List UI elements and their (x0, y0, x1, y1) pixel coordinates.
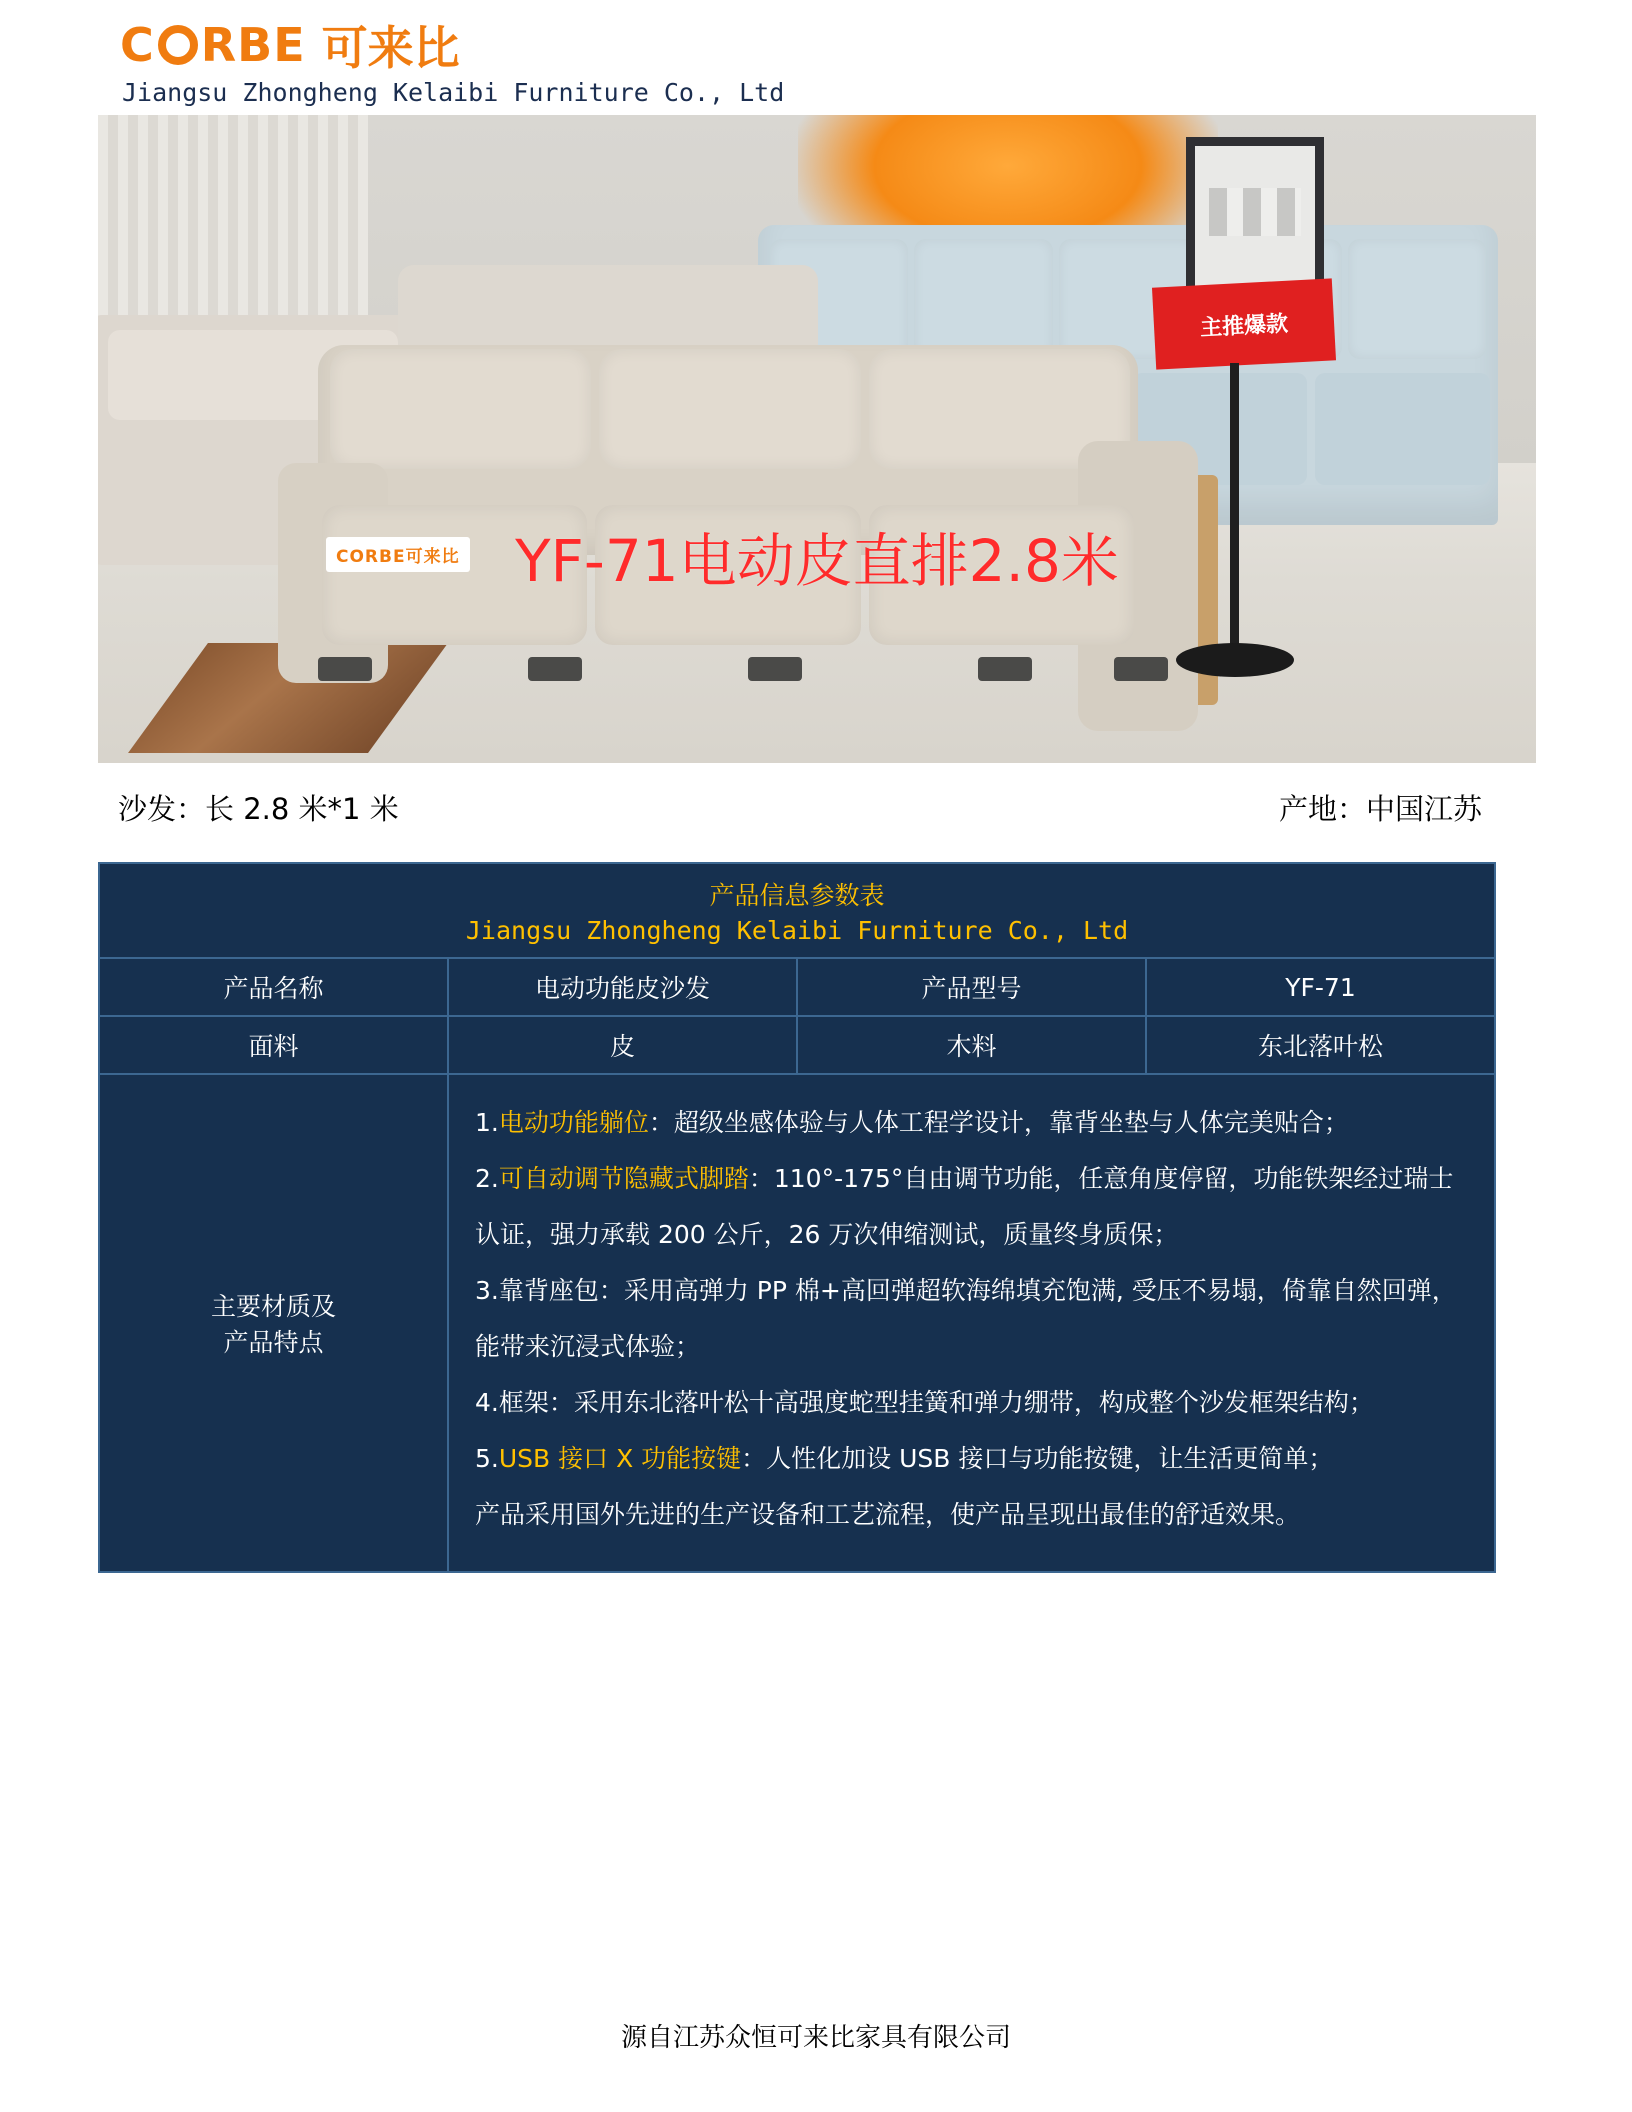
product-photo (98, 115, 1536, 763)
table-title: 产品信息参数表 (99, 863, 1495, 914)
row-label-wood: 木料 (797, 1016, 1146, 1074)
row-value-fabric: 皮 (448, 1016, 797, 1074)
company-name-en: Jiangsu Zhongheng Kelaibi Furniture Co., Ltd (122, 78, 785, 107)
photo-sign-base (1176, 643, 1294, 677)
table-subtitle: Jiangsu Zhongheng Kelaibi Furniture Co., Ltd (99, 914, 1495, 958)
sofa-logo-badge: CORBE可来比 (326, 537, 470, 572)
photo-promo-sign: 主推爆款 (1152, 278, 1336, 369)
brand-logo (120, 14, 1632, 76)
feature-item: 1.电动功能躺位：超级坐感体验与人体工程学设计，靠背坐垫与人体完美贴合； (475, 1108, 1349, 1137)
dimension-caption: 沙发：长 2.8 米*1 米 (118, 792, 399, 826)
photo-sofa-feet (278, 645, 1178, 681)
page-footer: 源自江苏众恒可来比家具有限公司 (620, 2023, 1011, 2053)
table-row (99, 1016, 1495, 1074)
feature-item: 5.USB 接口 X 功能按键：人性化加设 USB 接口与功能按键，让生活更简单； (475, 1444, 1334, 1473)
feature-item: 2.可自动调节隐藏式脚踏：110°-175°自由调节功能，任意角度停留，功能铁架经过瑞士认证，强力承载 200 公斤，26 万次伸缩测试，质量终身质保； (475, 1164, 1454, 1249)
spec-table (98, 862, 1496, 1573)
row-label-model: 产品型号 (797, 958, 1146, 1016)
features-label (99, 1074, 448, 1572)
brand-logo-cn: 可来比 (321, 21, 460, 75)
photo-background-sofa-cushions (770, 239, 1486, 359)
table-row (99, 958, 1495, 1016)
row-label-product-name: 产品名称 (99, 958, 448, 1016)
feature-item: 3.靠背座包：采用高弹力 PP 棉+高回弹超软海绵填充饱满, 受压不易塌，倚靠自然回弹，能带来沉浸式体验； (475, 1276, 1457, 1361)
table-subtitle-row (99, 914, 1495, 958)
caption-row (118, 787, 1482, 828)
feature-item: 产品采用国外先进的生产设备和工艺流程，使产品呈现出最佳的舒适效果。 (475, 1500, 1301, 1529)
table-features-row (99, 1074, 1495, 1572)
table-title-row (99, 863, 1495, 914)
feature-item: 4.框架：采用东北落叶松十高强度蛇型挂簧和弹力绷带，构成整个沙发框架结构； (475, 1388, 1374, 1417)
row-value-wood: 东北落叶松 (1146, 1016, 1495, 1074)
row-value-product-name: 电动功能皮沙发 (448, 958, 797, 1016)
features-label-line1: 主要材质及 (210, 1292, 336, 1321)
features-content (448, 1074, 1495, 1572)
features-label-line2: 产品特点 (223, 1328, 324, 1357)
logo-o-icon (158, 25, 198, 65)
photo-sign-pole (1230, 363, 1239, 653)
photo-overlay-title: YF-71电动皮直排2.8米 (515, 527, 1119, 595)
row-value-model: YF-71 (1146, 958, 1495, 1016)
brand-logo-mark: C RBE (120, 18, 306, 72)
page-header (0, 0, 1632, 107)
origin-caption: 产地：中国江苏 (1278, 792, 1482, 826)
row-label-fabric: 面料 (99, 1016, 448, 1074)
